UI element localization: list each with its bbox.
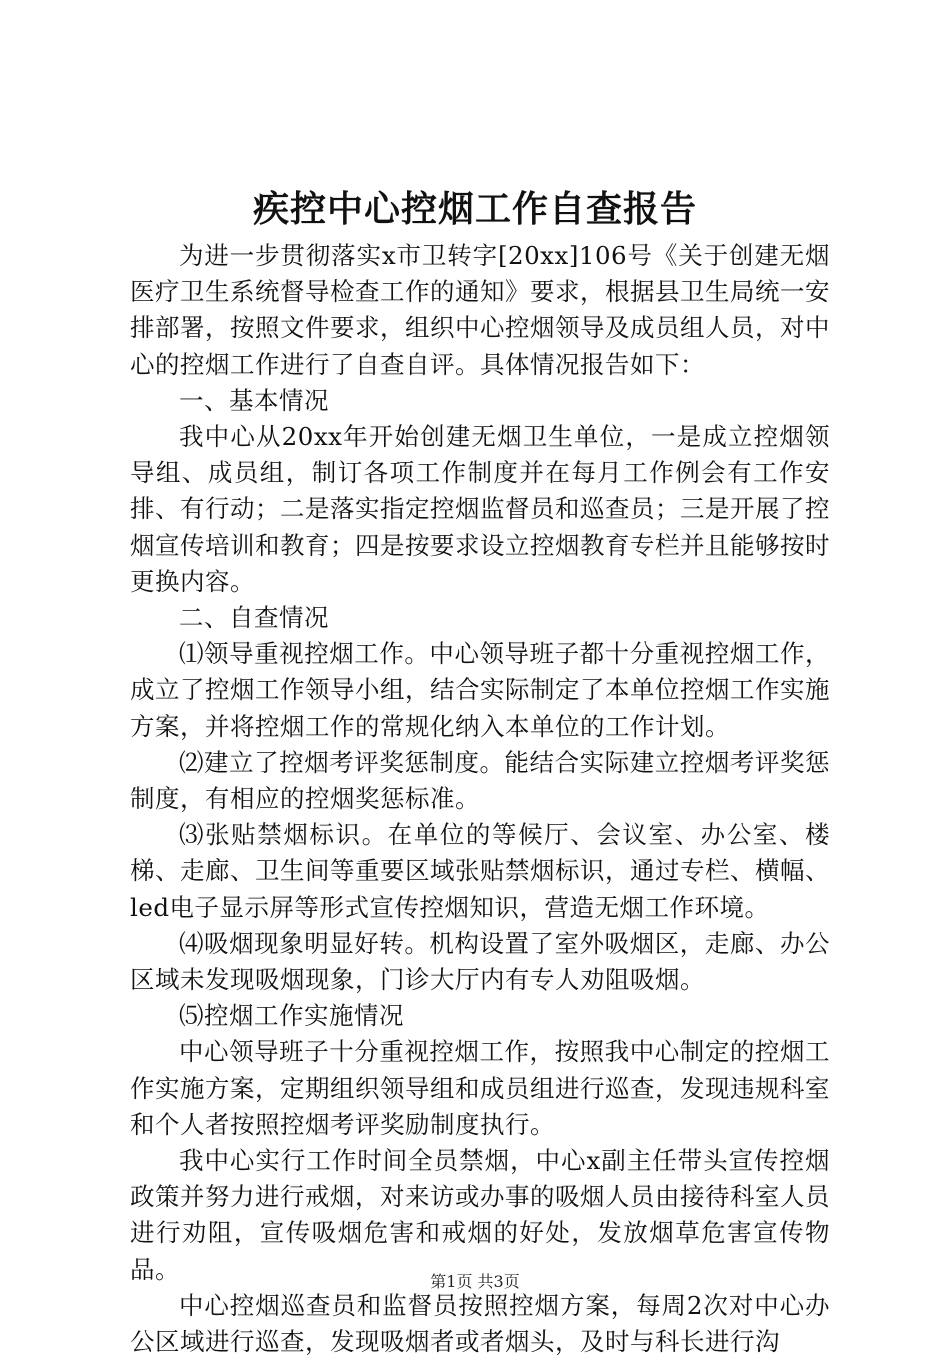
section-heading-basic: 一、基本情况 [179, 385, 329, 415]
paragraph-implementation-1: 中心领导班子十分重视控烟工作，按照我中心制定的控烟工作实施方案，定期组织领导组和成员组进行巡查，发现违规科室和个人者按照控烟考评奖励制度执行。 [130, 1037, 830, 1139]
paragraph-implementation-2: 我中心实行工作时间全员禁烟，中心x副主任带头宣传控烟政策并努力进行戒烟，对来访或办事的吸烟人员由接待科室人员进行劝阻，宣传吸烟危害和戒烟的好处，发放烟草危害宣传物品。 [130, 1146, 830, 1284]
page-footer: 第1页 共3页 [430, 1272, 520, 1291]
paragraph-item-1: ⑴领导重视控烟工作。中心领导班子都十分重视控烟工作，成立了控烟工作领导小组，结合实际制定了本单位控烟工作实施方案，并将控烟工作的常规化纳入本单位的工作计划。 [130, 639, 830, 741]
section-heading-self-check: 二、自查情况 [179, 603, 329, 633]
paragraph-item-4: ⑷吸烟现象明显好转。机构设置了室外吸烟区，走廊、办公区域未发现吸烟现象，门诊大厅内有专人劝阻吸烟。 [130, 928, 830, 995]
document-title: 疾控中心控烟工作自查报告 [252, 188, 697, 230]
paragraph-item-5: ⑸控烟工作实施情况 [179, 1001, 404, 1031]
paragraph-implementation-3: 中心控烟巡查员和监督员按照控烟方案，每周2次对中心办公区域进行巡查，发现吸烟者或者烟头，及时与科长进行沟 [130, 1290, 830, 1357]
paragraph-intro: 为进一步贯彻落实x市卫转字[20xx]106号《关于创建无烟医疗卫生系统督导检查工作的通知》要求，根据县卫生局统一安排部署，按照文件要求，组织中心控烟领导及成员组人员，对中心的控烟工作进行了自查自评。具体情况报告如下： [130, 241, 830, 379]
paragraph-item-2: ⑵建立了控烟考评奖惩制度。能结合实际建立控烟考评奖惩制度，有相应的控烟奖惩标准。 [130, 747, 830, 814]
paragraph-basic: 我中心从20xx年开始创建无烟卫生单位，一是成立控烟领导组、成员组，制订各项工作制度并在每月工作例会有工作安排、有行动；二是落实指定控烟监督员和巡查员；三是开展了控烟宣传培训和教育；四是按要求设立控烟教育专栏并且能够按时更换内容。 [130, 422, 830, 596]
document-body [130, 238, 830, 1360]
paragraph-item-3: ⑶张贴禁烟标识。在单位的等候厅、会议室、办公室、楼梯、走廊、卫生间等重要区域张贴禁烟标识，通过专栏、横幅、led电子显示屏等形式宣传控烟知识，营造无烟工作环境。 [130, 820, 830, 922]
